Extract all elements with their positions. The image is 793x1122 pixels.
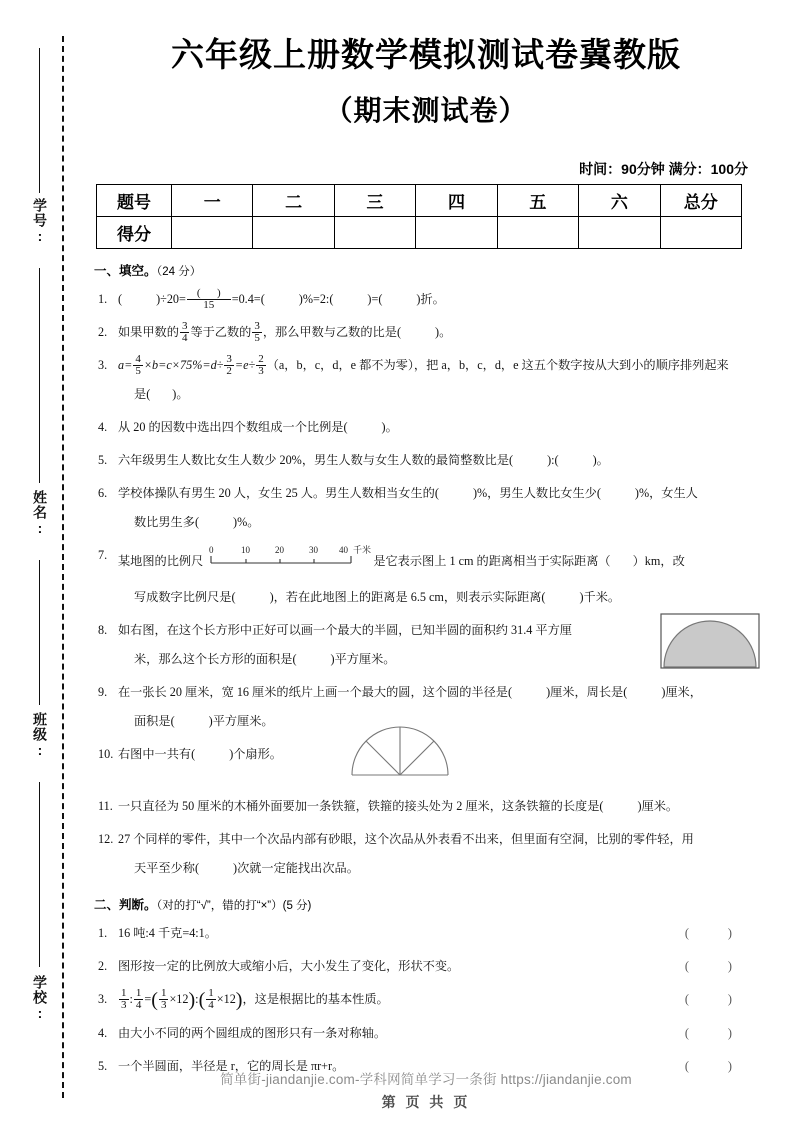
paren-open: ( — [151, 989, 158, 1012]
fraction-denominator: 4 — [181, 332, 188, 345]
seal-label-class: 班级: — [32, 712, 48, 759]
answer-blank[interactable] — [118, 292, 160, 306]
scale-tick-label-40: 40 — [339, 545, 349, 556]
question-number: 8. — [98, 623, 108, 638]
question-tf-2 — [96, 953, 756, 979]
answer-blank[interactable] — [343, 420, 385, 434]
scale-tick-label-30: 30 — [309, 545, 319, 556]
question-text: 面积是 — [134, 714, 171, 729]
question-tf-4 — [96, 1020, 756, 1046]
question-text: 数比男生多 — [134, 515, 195, 530]
fraction-denominator: 3 — [121, 999, 127, 1012]
fan-sectors-svg — [348, 723, 452, 779]
question-text: %=2: — [302, 292, 330, 307]
question-text: =0.4= — [231, 292, 261, 307]
question-text: 米，那么这个长方形的面积是 — [134, 652, 293, 667]
fraction-blank-over-15 — [187, 288, 231, 312]
fraction-numerator: 1 — [121, 986, 127, 999]
scale-bar-svg — [205, 542, 371, 572]
question-number: 3. — [98, 358, 108, 373]
seal-rule-1 — [39, 48, 40, 193]
fraction-numerator: 1 — [208, 986, 214, 999]
tf-answer-box[interactable]: ( ) — [684, 1026, 750, 1041]
footer-site-credit: 简单街-jiandanjie.com-学科网简单学习一条街 https://jiandanjie.com — [220, 1072, 632, 1087]
question-number: 2. — [98, 959, 108, 974]
score-cell[interactable] — [497, 217, 578, 249]
seal-margin — [0, 0, 96, 1122]
question-fill-9 — [96, 679, 756, 705]
question-text: 如右图，在这个长方形中正好可以画一个最大的半圆，已知半圆的面积约 31.4 平方厘 — [118, 623, 572, 638]
score-cell[interactable] — [660, 217, 741, 249]
question-text: 次就一定能找出次品。 — [237, 861, 359, 876]
question-tf-1 — [96, 920, 756, 946]
semicircle-sectors-figure — [348, 723, 452, 788]
question-text: ，这是根据比的基本性质。 — [242, 992, 389, 1007]
question-fill-2 — [96, 319, 756, 345]
fraction-denominator: 15 — [203, 299, 215, 312]
answer-blank[interactable] — [435, 486, 477, 500]
question-text: ，那么甲数与乙数的比是 — [262, 325, 397, 340]
question-number: 2. — [98, 325, 108, 340]
score-table-col-2: 二 — [253, 185, 334, 217]
scale-bar-frame — [211, 556, 351, 563]
fraction-denominator: 4 — [135, 999, 142, 1012]
scale-tick-label-20: 20 — [275, 545, 285, 556]
fraction-numerator[interactable]: ( ) — [187, 288, 231, 301]
question-fill-3 — [96, 352, 756, 378]
question-text: 由大小不同的两个圆组成的图形只有一条对称轴。 — [118, 1026, 387, 1041]
question-text: : — [551, 453, 555, 468]
question-text: : — [129, 992, 133, 1007]
question-number: 11. — [98, 799, 113, 814]
answer-blank[interactable] — [171, 714, 213, 728]
question-text: 天平至少称 — [134, 861, 195, 876]
exam-meta: 时间：90分钟 满分：100分 — [579, 161, 748, 178]
paren-close: ) — [235, 989, 243, 1012]
question-text: ×12 — [169, 992, 189, 1007]
question-fill-11 — [96, 793, 756, 819]
fraction-denominator: 5 — [254, 332, 260, 345]
question-text: a= — [118, 358, 133, 373]
question-number: 1. — [98, 926, 108, 941]
fraction-denominator: 3 — [258, 365, 264, 378]
radius-line-3 — [400, 741, 434, 775]
fraction-numerator: 1 — [135, 986, 142, 999]
question-text: ÷20= — [160, 292, 186, 307]
question-text: 右图中一共有 — [118, 747, 192, 762]
question-text: 。 — [596, 453, 609, 468]
tf-answer-box[interactable]: ( ) — [684, 926, 750, 941]
answer-blank[interactable] — [146, 387, 176, 401]
fraction-one-third — [159, 988, 169, 1012]
answer-blank[interactable] — [378, 292, 420, 306]
seal-rule-3 — [39, 560, 40, 705]
question-text: 一个半圆面，半径是 r，它的周长是 πr+r。 — [118, 1059, 345, 1074]
score-table-row-label: 题号 — [97, 185, 172, 217]
score-table-col-6: 六 — [579, 185, 660, 217]
paren-close: ) — [188, 989, 196, 1012]
question-text: 写成数字比例尺是 — [134, 590, 232, 605]
question-fill-8 — [96, 617, 756, 643]
question-text: 。 — [439, 325, 452, 340]
section-points: （24 分） — [156, 266, 202, 279]
question-fill-6 — [96, 480, 756, 506]
answer-blank[interactable] — [555, 453, 597, 467]
question-text: 如果甲数的 — [118, 325, 179, 340]
answer-blank[interactable] — [508, 685, 550, 699]
question-text: 图形按一定的比例放大或缩小后，大小发生了变化，形状不变。 — [118, 959, 460, 974]
score-table-col-4: 四 — [416, 185, 497, 217]
question-text: = — [144, 992, 152, 1007]
question-text: : — [195, 992, 199, 1007]
score-table-col-total: 总分 — [660, 185, 741, 217]
answer-blank[interactable] — [261, 292, 303, 306]
tf-answer-box[interactable]: ( ) — [684, 959, 750, 974]
question-number: 6. — [98, 486, 108, 501]
score-cell[interactable] — [172, 217, 253, 249]
question-fill-7 — [96, 542, 756, 581]
question-text: ×12 — [216, 992, 236, 1007]
question-fill-12-continued — [96, 855, 756, 881]
question-text: 厘米，周长是 — [550, 685, 624, 700]
score-cell[interactable] — [334, 217, 415, 249]
fraction-three-fifths — [252, 321, 262, 345]
question-text: （a，b，c，d，e 都不为零），把 a，b，c，d，e 这五个数字按从大到小的顺序排列起来 — [266, 358, 729, 373]
seal-dashed-line — [62, 36, 64, 1098]
fraction-one-fourth — [134, 988, 144, 1012]
question-fill-5 — [96, 447, 756, 473]
scale-tick-label-10: 10 — [241, 545, 251, 556]
answer-blank[interactable] — [599, 799, 641, 813]
tf-answer-box[interactable]: ( ) — [684, 992, 750, 1007]
question-text: 。 — [176, 387, 189, 402]
page-footer — [96, 1068, 756, 1112]
map-scale-bar-figure — [205, 542, 371, 581]
answer-blank[interactable] — [541, 590, 583, 604]
question-text: %，男生人数比女生少 — [477, 486, 597, 501]
question-text: 一只直径为 50 厘米的木桶外面要加一条铁箍，铁箍的接头处为 2 厘米，这条铁箍的长度是 — [118, 799, 600, 814]
fraction-one-fourth — [206, 988, 216, 1012]
question-text: 是它表示图上 1 cm 的距离相当于实际距离（ — [373, 554, 611, 569]
score-cell[interactable] — [416, 217, 497, 249]
fraction-numerator: 4 — [135, 352, 141, 365]
score-table-col-3: 三 — [334, 185, 415, 217]
question-number: 10. — [98, 747, 114, 762]
question-text: 从 20 的因数中选出四个数组成一个比例是 — [118, 420, 344, 435]
fraction-denominator: 5 — [135, 365, 141, 378]
fraction-numerator: 3 — [226, 352, 232, 365]
fraction-denominator: 2 — [226, 365, 232, 378]
seal-rule-2 — [39, 268, 40, 483]
answer-blank[interactable] — [397, 325, 439, 339]
question-text: 16 吨:4 千克=4:1。 — [118, 926, 217, 941]
question-text: 六年级男生人数比女生人数少 20%，男生人数与女生人数的最简整数比是 — [118, 453, 510, 468]
radius-line-1 — [366, 741, 400, 775]
section-points: （对的打“√”，错的打“×”）(5 分) — [156, 900, 312, 913]
question-text: ×b=c×75%=d÷ — [143, 358, 224, 373]
question-text: 是 — [134, 387, 147, 402]
answer-blank[interactable] — [195, 861, 237, 875]
question-number: 7. — [98, 548, 108, 563]
question-number: 4. — [98, 1026, 108, 1041]
fraction-three-halves — [224, 354, 234, 378]
answer-blank[interactable] — [509, 453, 551, 467]
section-title: 一、填空。 — [94, 264, 157, 279]
question-tf-3 — [96, 986, 756, 1013]
question-text: %，女生人 — [638, 486, 698, 501]
question-number: 1. — [98, 292, 108, 307]
question-text: 千米。 — [583, 590, 621, 605]
page-subtitle: （期末测试卷） — [324, 95, 528, 127]
answer-blank[interactable] — [232, 590, 274, 604]
question-text: 等于乙数的 — [190, 325, 252, 340]
seal-label-name: 姓名: — [32, 490, 48, 537]
question-number: 5. — [98, 1059, 108, 1074]
question-text: 厘米。 — [641, 799, 679, 814]
fraction-one-third — [119, 988, 129, 1012]
question-fill-8-continued — [96, 646, 756, 672]
seal-label-student-id: 学号: — [32, 198, 48, 245]
section-heading-fill-in-blank — [94, 261, 756, 279]
question-text: 厘米， — [665, 685, 702, 700]
seal-label-school: 学校: — [32, 975, 48, 1022]
question-number: 4. — [98, 420, 108, 435]
question-text: 个扇形。 — [233, 747, 282, 762]
table-row — [97, 185, 742, 217]
paren-open: ( — [198, 989, 206, 1012]
fraction-denominator: 4 — [208, 999, 214, 1012]
answer-blank[interactable] — [292, 652, 334, 666]
question-text: 某地图的比例尺 — [118, 554, 204, 569]
question-number: 9. — [98, 685, 108, 700]
question-number: 5. — [98, 453, 108, 468]
score-table-col-1: 一 — [172, 185, 253, 217]
answer-blank[interactable] — [195, 515, 237, 529]
question-text: = — [371, 292, 379, 307]
question-number: 3. — [98, 992, 108, 1007]
fraction-numerator: 3 — [181, 319, 188, 332]
answer-blank[interactable] — [329, 292, 371, 306]
question-text: ）km，改 — [632, 554, 685, 569]
question-text: 学校体操队有男生 20 人，女生 25 人。男生人数相当女生的 — [118, 486, 435, 501]
score-table-col-5: 五 — [497, 185, 578, 217]
tf-answer-box[interactable]: ( ) — [684, 1059, 750, 1074]
fraction-four-fifths — [133, 354, 143, 378]
question-text: 平方厘米。 — [334, 652, 396, 667]
question-text: 在一张长 20 厘米，宽 16 厘米的纸片上画一个最大的圆，这个圆的半径是 — [118, 685, 508, 700]
scale-unit-label: 千米 — [353, 545, 372, 556]
section-heading-true-false — [94, 895, 756, 913]
fraction-denominator: 3 — [160, 999, 167, 1012]
question-fill-12 — [96, 826, 756, 852]
question-text: =e÷ — [234, 358, 256, 373]
footer-pager: 第 页 共 页 — [381, 1094, 471, 1110]
answer-blank[interactable] — [597, 486, 639, 500]
question-fill-6-continued — [96, 509, 756, 535]
score-cell[interactable] — [253, 217, 334, 249]
question-text: 27 个同样的零件，其中一个次品内部有砂眼，这个次品从外表看不出来，但里面有空洞，比别的零件轻，用 — [118, 832, 694, 847]
question-fill-4 — [96, 414, 756, 440]
question-text: ，若在此地图上的距离是 6.5 cm，则表示实际距离 — [273, 590, 542, 605]
question-text: %。 — [237, 515, 260, 530]
answer-blank[interactable] — [191, 747, 233, 761]
scale-tick-label-0: 0 — [209, 545, 214, 556]
table-row — [97, 217, 742, 249]
question-fill-3-continued — [96, 381, 756, 407]
score-table — [96, 184, 742, 249]
seal-rule-4 — [39, 782, 40, 967]
exam-body — [96, 0, 756, 1079]
fraction-two-thirds — [256, 354, 266, 378]
question-text: 。 — [385, 420, 398, 435]
fraction-three-fourths — [180, 321, 190, 345]
question-fill-1 — [96, 286, 756, 312]
question-fill-7-continued — [96, 584, 756, 610]
score-cell[interactable] — [579, 217, 660, 249]
fraction-numerator: 1 — [160, 986, 167, 999]
question-text: 折。 — [420, 292, 445, 307]
scale-bar-ticks — [246, 559, 314, 563]
question-number: 12. — [98, 832, 114, 847]
question-text: 平方厘米。 — [212, 714, 274, 729]
question-fill-10 — [96, 741, 756, 767]
fraction-numerator: 3 — [254, 319, 260, 332]
score-table-row-label: 得分 — [97, 217, 172, 249]
fraction-numerator: 2 — [258, 352, 264, 365]
answer-blank[interactable] — [623, 685, 665, 699]
section-title: 二、判断。 — [94, 898, 157, 913]
page-title: 六年级上册数学模拟测试卷冀教版 — [171, 36, 681, 73]
